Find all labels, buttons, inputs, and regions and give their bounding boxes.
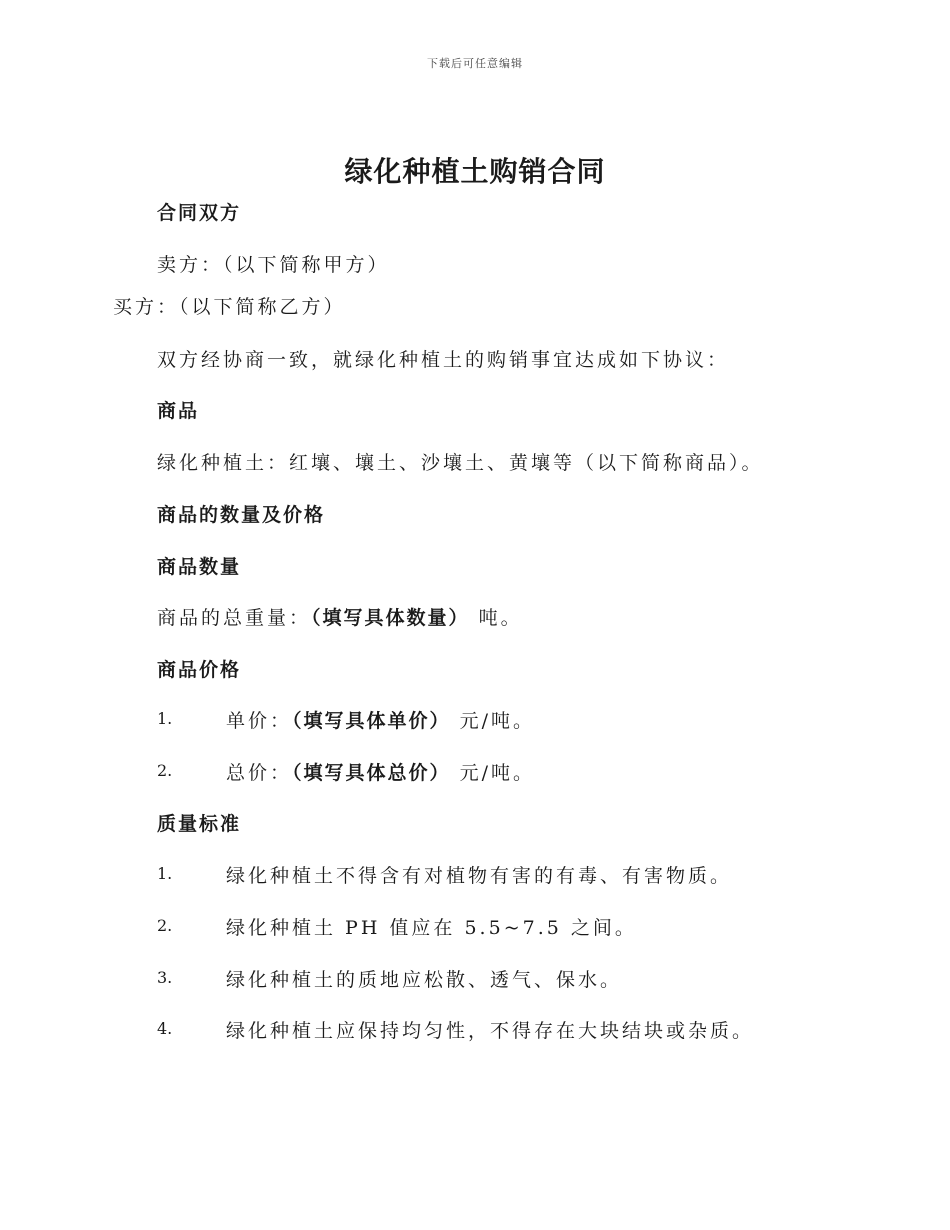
section-heading-goods: 商品 [157,400,200,422]
quantity-suffix: 吨。 [478,607,523,629]
price-label: 单价： [226,710,293,732]
section-heading-quality: 质量标准 [157,813,242,835]
price-unit: 元/吨。 [459,762,535,784]
intro-paragraph: 双方经协商一致，就绿化种植土的购销事宜达成如下协议： [157,349,730,371]
list-number: 2. [157,916,173,935]
price-item [0,706,950,736]
price-item-text [226,758,535,785]
buyer-line: 买方：（以下简称乙方） [113,296,346,318]
quality-item-text: 绿化种植土 PH 值应在 5.5~7.5 之间。 [226,917,637,939]
list-number: 1. [157,864,173,883]
list-number: 2. [157,761,173,780]
price-unit: 元/吨。 [459,710,535,732]
quality-item-text: 绿化种植土应保持均匀性，不得存在大块结块或杂质。 [226,1020,755,1042]
quantity-line [157,603,523,630]
quality-item [0,861,950,891]
quality-item [0,913,950,943]
seller-line: 卖方：（以下简称甲方） [157,254,390,276]
header-note: 下载后可任意编辑 [427,57,523,70]
list-number: 3. [157,968,173,987]
price-label: 总价： [226,762,293,784]
price-item [0,758,950,788]
list-number: 4. [157,1019,173,1038]
price-fill-placeholder: （填写具体总价） [292,762,451,784]
quality-item [0,1016,950,1046]
quality-item-text: 绿化种植土的质地应松散、透气、保水。 [226,969,623,991]
document-title: 绿化种植土购销合同 [344,155,606,188]
price-fill-placeholder: （填写具体单价） [292,710,451,732]
quality-item [0,965,950,995]
subheading-quantity: 商品数量 [157,556,242,578]
goods-description: 绿化种植土：红壤、壤土、沙壤土、黄壤等（以下简称商品）。 [157,452,764,474]
list-number: 1. [157,709,173,728]
subheading-price: 商品价格 [157,659,242,681]
price-item-text [226,706,535,733]
section-heading-quantity-price: 商品的数量及价格 [157,504,326,526]
quality-item-text: 绿化种植土不得含有对植物有害的有毒、有害物质。 [226,865,733,887]
quantity-fill-placeholder: （填写具体数量） [311,607,470,629]
section-heading-parties: 合同双方 [157,202,242,224]
quantity-prefix: 商品的总重量： [157,607,312,629]
